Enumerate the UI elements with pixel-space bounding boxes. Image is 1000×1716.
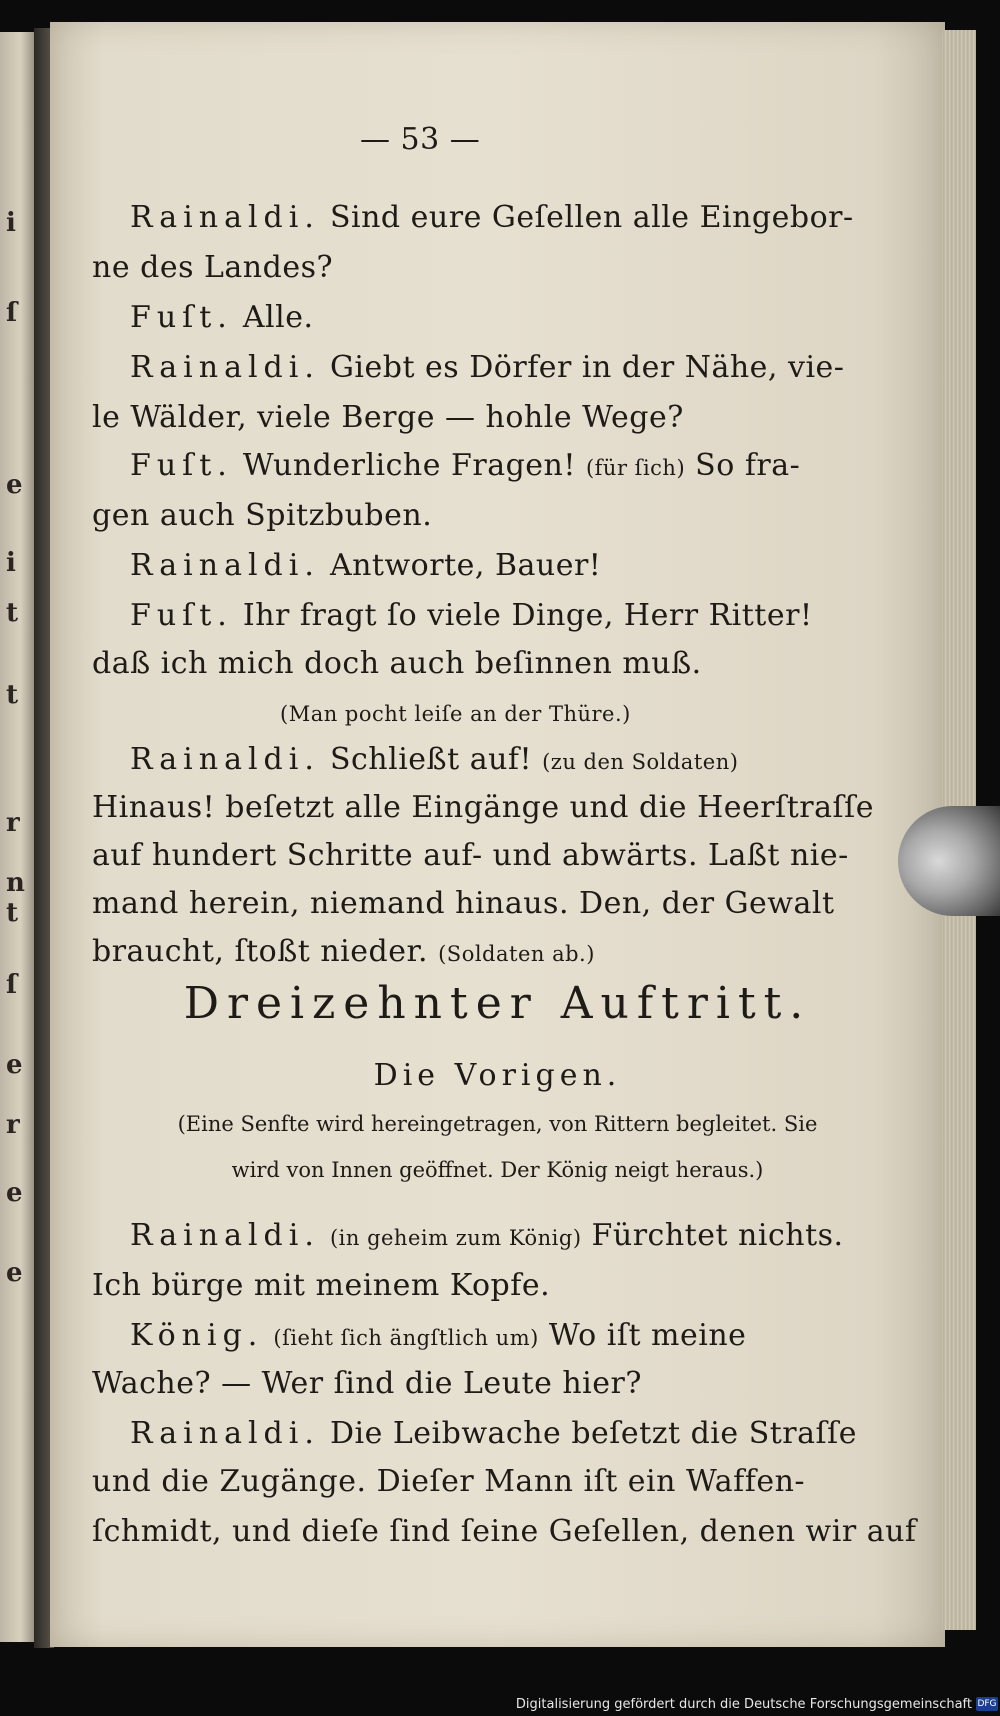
text-run: gen auch Spitzbuben. bbox=[92, 498, 433, 533]
left-page-letter: i bbox=[6, 208, 16, 238]
text-line bbox=[130, 350, 844, 385]
stage-direction: (Man pocht leiſe an der Thüre.) bbox=[280, 702, 631, 726]
left-page-letter: n bbox=[6, 868, 25, 898]
dfg-logo: DFG bbox=[977, 1699, 997, 1709]
stage-direction: (Soldaten ab.) bbox=[438, 942, 595, 966]
left-page-letter: e bbox=[6, 1050, 23, 1080]
left-page-letter: e bbox=[6, 1178, 23, 1208]
text-run: Schließt auf! bbox=[319, 742, 543, 777]
text-line bbox=[92, 1268, 550, 1303]
text-run: Hinaus! beſetzt alle Eingänge und die Heerſtraſſe bbox=[92, 790, 874, 825]
text-run: ſchmidt, und dieſe ſind ſeine Geſellen, denen wir auf bbox=[92, 1514, 917, 1549]
left-page-letter: r bbox=[6, 808, 20, 838]
text-run: Alle. bbox=[232, 300, 314, 335]
speaker-name: Rainaldi. bbox=[130, 200, 320, 235]
text-run: Fürchtet nichts. bbox=[581, 1218, 844, 1253]
text-run: Giebt es Dörfer in der Nähe, vie- bbox=[319, 350, 845, 385]
left-page-edge bbox=[0, 32, 34, 1642]
stage-direction: (zu den Soldaten) bbox=[542, 750, 739, 774]
text-run: daß ich mich doch auch beſinnen muß. bbox=[92, 646, 702, 681]
text-run: ne des Landes? bbox=[92, 250, 334, 285]
text-line bbox=[130, 300, 314, 335]
text-run: So fra- bbox=[685, 448, 801, 483]
speaker-name: Fuſt. bbox=[130, 448, 233, 483]
text-run: Sind eure Geſellen alle Eingebor- bbox=[319, 200, 854, 235]
left-page-letter: t bbox=[6, 898, 19, 928]
stage-direction-2: wird von Innen geöffnet. Der König neigt heraus.) bbox=[231, 1158, 764, 1182]
text-run bbox=[263, 1318, 273, 1353]
left-page-letter: ſ bbox=[6, 298, 18, 328]
speaker-name: Rainaldi. bbox=[130, 742, 320, 777]
stage-direction: (ſieht ſich ängſtlich um) bbox=[273, 1326, 539, 1350]
text-line bbox=[130, 1318, 746, 1353]
text-line bbox=[130, 742, 738, 777]
left-page-letter: e bbox=[6, 1258, 23, 1288]
scene-title: Dreizehnter Auftritt. bbox=[183, 978, 812, 1029]
text-line bbox=[92, 1464, 805, 1499]
text-line bbox=[92, 934, 595, 969]
credit-text: Digitalisierung gefördert durch die Deutsche Forschungsgemeinschaft bbox=[515, 1697, 972, 1712]
scene-subtitle: Die Vorigen. bbox=[373, 1058, 622, 1093]
text-line bbox=[130, 1218, 844, 1253]
speaker-name: Fuſt. bbox=[130, 300, 233, 335]
text-line bbox=[92, 838, 849, 873]
text-line bbox=[92, 886, 835, 921]
speaker-name: Rainaldi. bbox=[130, 1218, 320, 1253]
text-line bbox=[130, 200, 854, 235]
text-line bbox=[130, 1416, 857, 1451]
text-run: und die Zugänge. Dieſer Mann iſt ein Waffen- bbox=[92, 1464, 806, 1499]
text-run: Wunderliche Fragen! bbox=[232, 448, 586, 483]
text-line bbox=[280, 694, 631, 729]
left-page-letter: i bbox=[6, 548, 16, 578]
text-run: braucht, ſtoßt nieder. bbox=[92, 934, 439, 969]
text-line bbox=[130, 448, 800, 483]
text-line bbox=[130, 548, 601, 583]
speaker-name: Fuſt. bbox=[130, 598, 233, 633]
left-page-letter: r bbox=[6, 1110, 20, 1140]
speaker-name: Rainaldi. bbox=[130, 548, 320, 583]
text-run bbox=[320, 1218, 330, 1253]
text-line bbox=[92, 1366, 642, 1401]
text-line bbox=[130, 598, 813, 633]
text-run: Ihr fragt ſo viele Dinge, Herr Ritter! bbox=[232, 598, 813, 633]
text-line bbox=[92, 646, 702, 681]
text-run: auf hundert Schritte auf- und abwärts. Laßt nie- bbox=[92, 838, 849, 873]
text-line bbox=[92, 1514, 917, 1549]
text-run: Wache? — Wer ſind die Leute hier? bbox=[92, 1366, 642, 1401]
speaker-name: König. bbox=[130, 1318, 264, 1353]
text-line bbox=[92, 250, 333, 285]
speaker-name: Rainaldi. bbox=[130, 350, 320, 385]
left-page-letter: t bbox=[6, 680, 19, 710]
page-number: — 53 — bbox=[360, 122, 481, 157]
text-line bbox=[92, 400, 684, 435]
text-run: Wo iſt meine bbox=[538, 1318, 747, 1353]
text-line bbox=[92, 790, 874, 825]
left-page-letter: t bbox=[6, 598, 19, 628]
text-run: Ich bürge mit meinem Kopfe. bbox=[92, 1268, 551, 1303]
stage-direction-1: (Eine Senfte wird hereingetragen, von Rittern begleitet. Sie bbox=[177, 1112, 818, 1136]
text-run: le Wälder, viele Berge — hohle Wege? bbox=[92, 400, 684, 435]
text-line bbox=[92, 498, 432, 533]
left-page-letter: ſ bbox=[6, 970, 18, 1000]
text-run: mand herein, niemand hinaus. Den, der Gewalt bbox=[92, 886, 835, 921]
page-clip bbox=[898, 806, 1000, 916]
text-run: Antworte, Bauer! bbox=[319, 548, 602, 583]
stage-direction: (für ſich) bbox=[585, 456, 686, 480]
stage-direction: (in geheim zum König) bbox=[329, 1226, 582, 1250]
speaker-name: Rainaldi. bbox=[130, 1416, 320, 1451]
text-run: Die Leibwache beſetzt die Straſſe bbox=[319, 1416, 857, 1451]
left-page-letter: e bbox=[6, 470, 23, 500]
